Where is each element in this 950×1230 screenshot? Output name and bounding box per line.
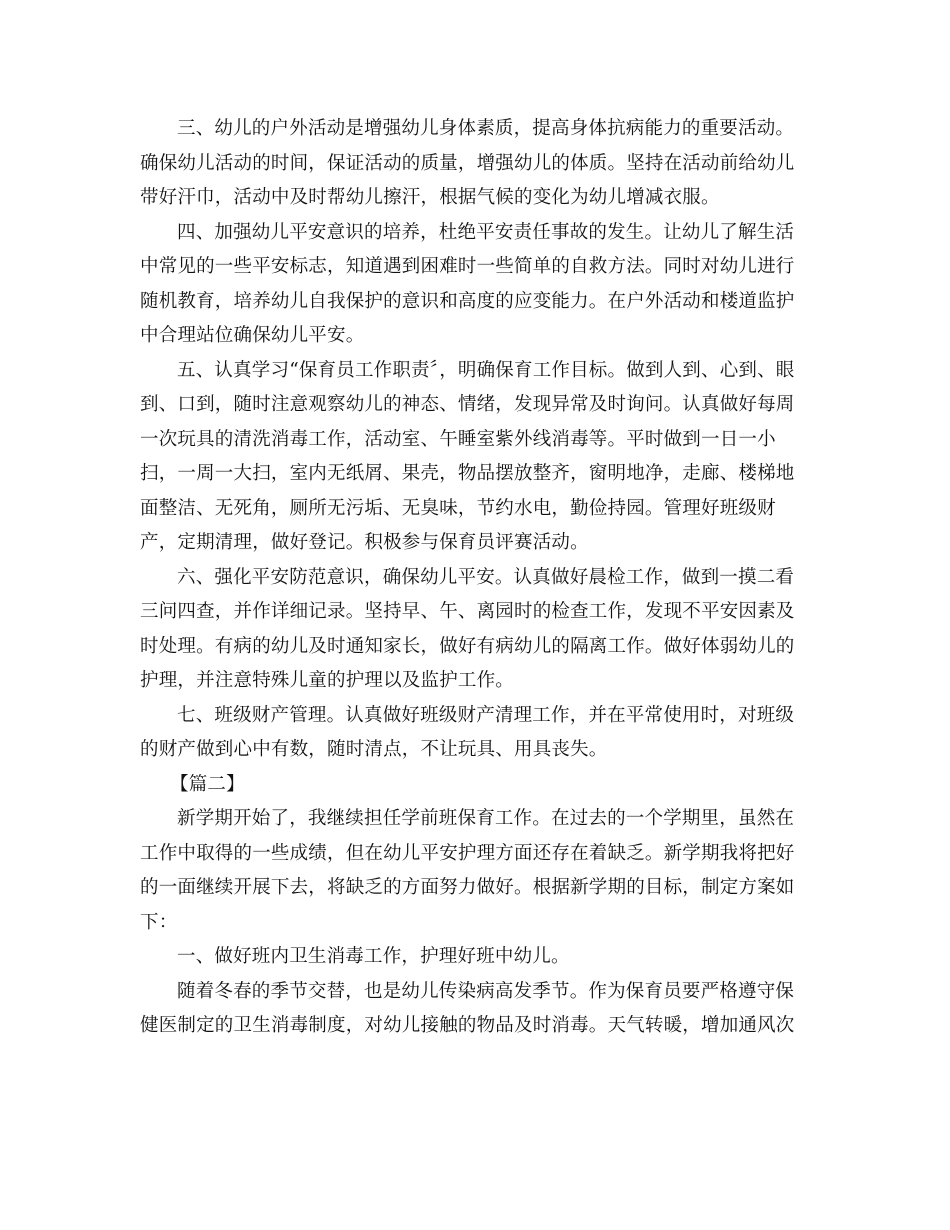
text-line: 扫，一周一大扫，室内无纸屑、果壳，物品摆放整齐，窗明地净，走廊、楼梯地 bbox=[140, 463, 795, 484]
section-heading: 【篇二】 bbox=[170, 773, 245, 795]
text-line: 的财产做到心中有数，随时清点，不让玩具、用具丧失。 bbox=[140, 739, 608, 760]
text-line: 中常见的一些平安标志，知道遇到困难时一些简单的自救方法。同时对幼儿进行 bbox=[140, 256, 795, 277]
text-line: 中合理站位确保幼儿平安。 bbox=[140, 325, 365, 346]
document-page bbox=[140, 112, 810, 1044]
text-line: 健医制定的卫生消毒制度，对幼儿接触的物品及时消毒。天气转暖，增加通风次 bbox=[140, 1015, 795, 1036]
text-line: 一次玩具的清洗消毒工作，活动室、午睡室紫外线消毒等。平时做到一日一小 bbox=[140, 428, 776, 450]
text-line: 确保幼儿活动的时间，保证活动的质量，增强幼儿的体质。坚持在活动前给幼儿 bbox=[140, 152, 795, 174]
text-line: 三、幼儿的户外活动是增强幼儿身体素质，提高身体抗病能力的重要活动。 bbox=[177, 118, 795, 139]
text-line: 七、班级财产管理。认真做好班级财产清理工作，并在平常使用时，对班级 bbox=[177, 704, 795, 726]
text-line: 面整洁、无死角，厕所无污垢、无臭味，节约水电，勤俭持园。管理好班级财 bbox=[140, 497, 776, 519]
text-line: 工作中取得的一些成绩，但在幼儿平安护理方面还存在着缺乏。新学期我将把好 bbox=[140, 842, 795, 864]
text-line: 新学期开始了，我继续担任学前班保育工作。在过去的一个学期里，虽然在 bbox=[177, 808, 795, 829]
text-line: 一、做好班内卫生消毒工作，护理好班中幼儿。 bbox=[177, 946, 570, 967]
text-line: 四、加强幼儿平安意识的培养，杜绝平安责任事故的发生。让幼儿了解生活 bbox=[177, 221, 795, 243]
text-line: 带好汗巾，活动中及时帮幼儿擦汗，根据气候的变化为幼儿增减衣服。 bbox=[140, 187, 720, 208]
text-line: 时处理。有病的幼儿及时通知家长，做好有病幼儿的隔离工作。做好体弱幼儿的 bbox=[140, 635, 795, 657]
text-line: 六、强化平安防范意识，确保幼儿平安。认真做好晨检工作，做到一摸二看 bbox=[177, 566, 795, 588]
text-line: 到、口到，随时注意观察幼儿的神态、情绪，发现异常及时询问。认真做好每周 bbox=[140, 394, 795, 415]
text-line: 三问四查，并作详细记录。坚持早、午、离园时的检查工作，发现不平安因素及 bbox=[140, 601, 795, 622]
text-line: 产，定期清理，做好登记。积极参与保育员评赛活动。 bbox=[140, 532, 589, 553]
text-line: 随机教育，培养幼儿自我保护的意识和高度的应变能力。在户外活动和楼道监护 bbox=[140, 290, 795, 312]
text-line: 护理，并注意特殊儿童的护理以及监护工作。 bbox=[140, 670, 515, 691]
text-line: 五、认真学习“保育员工作职责〞，明确保育工作目标。做到人到、心到、眼 bbox=[177, 359, 795, 381]
text-line: 的一面继续开展下去，将缺乏的方面努力做好。根据新学期的目标，制定方案如 bbox=[140, 877, 795, 898]
text-line: 随着冬春的季节交替，也是幼儿传染病高发季节。作为保育员要严格遵守保 bbox=[177, 980, 795, 1002]
text-line: 下： bbox=[140, 911, 178, 933]
